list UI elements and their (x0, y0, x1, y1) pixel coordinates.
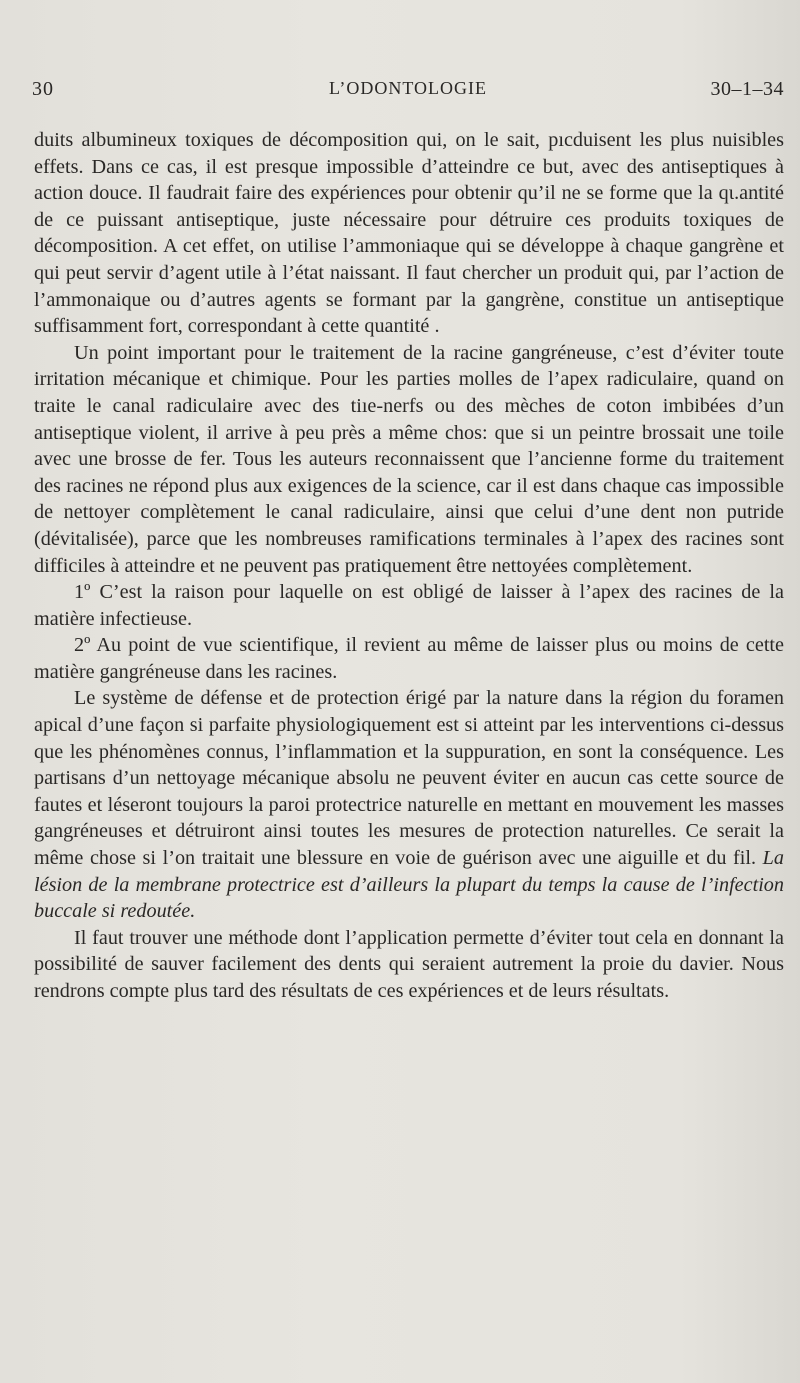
paragraph-defense-system (34, 685, 784, 924)
paragraph-point-2: 2º Au point de vue scientifique, il revient au même de laisser plus ou moins de cette matière gangréneuse dans les racines. (34, 634, 784, 683)
running-title: L’ODONTOLOGIE (329, 78, 487, 98)
paragraph-method: Il faut trouver une méthode dont l’application permette d’éviter tout cela en donnant la possibilité de sauver facilement des dents qui seraient autrement la proie du davier. Nous rendrons compte plus tard des résultats de ces expériences et de leurs résultats. (34, 926, 784, 1002)
article-body (34, 127, 784, 1005)
paragraph-continuation: duits albumineux toxiques de décomposition qui, on le sait, pıcduisent les plus nuisibles effets. Dans ce cas, il est presque impossible d’atteindre ce but, avec des antiseptiques à action douce. Il faudrait faire des expériences pour obtenir qu’il ne se forme que la qι.antité de ce puissant antiseptique, juste nécessaire pour détruire ces produits toxiques de décomposition. A cet effet, on utilise l’ammoniaque qui se développe à chaque gangrène et qui peut servir d’agent utile à l’état naissant. Il faut chercher un produit qui, par l’action de l’ammonaique ou d’autres agents se formant par la gangrène, constitue un antiseptique suffisamment fort, correspondant à cette quantité . (34, 129, 784, 338)
paragraph-defense-system-italic: La lésion de la membrane protectrice est d’ailleurs la plupart du temps la cause de l’infection buccale si redoutée. (34, 847, 784, 923)
paragraph-apex-irritation: Un point important pour le traitement de la racine gangréneuse, c’est d’éviter toute irritation mécanique et chimique. Pour les parties molles de l’apex radiculaire, quand on traite le canal radiculaire avec des tiıe-nerfs ou des mèches de coton imbibées d’un antiseptique violent, il arrive à peu près a même chos: que si un peintre brossait une toile avec une brosse de fer. Tous les auteurs reconnaissent que l’ancienne forme du traitement des racines ne répond plus aux exigences de la science, car il est dans chaque cas impossible de nettoyer complètement le canal radiculaire, ainsi que celui d’une dent non putride (dévitalisée), parce que les nombreuses ramifications terminales à l’apex des racines sont difficiles à atteindre et ne peuvent pas pratiquement être nettoyées complètement. (34, 341, 784, 577)
paragraph-defense-system-text: Le système de défense et de protection érigé par la nature dans la région du foramen apical d’une façon si parfaite physiologiquement est si atteint par les interventions ci-dessus que les phénomènes connus, l’inflammation et la suppuration, en sont la conséquence. Les partisans d’un nettoyage mécanique absolu ne peuvent éviter en aucun cas cette source de fautes et léseront toujours la paroi protectrice naturelle en mettant en mouvement les masses gangréneuses et détruiront ainsi toutes les mesures de protection naturelles. Ce serait la même chose si l’on traitait une blessure en voie de guérison avec une aiguille et du fil. (34, 687, 784, 870)
page-number: 30 (32, 78, 54, 100)
paragraph-point-1: 1º C’est la raison pour laquelle on est obligé de laisser à l’apex des racines de la matière infectieuse. (34, 581, 784, 630)
issue-date: 30–1–34 (710, 78, 784, 100)
running-header (32, 78, 784, 106)
